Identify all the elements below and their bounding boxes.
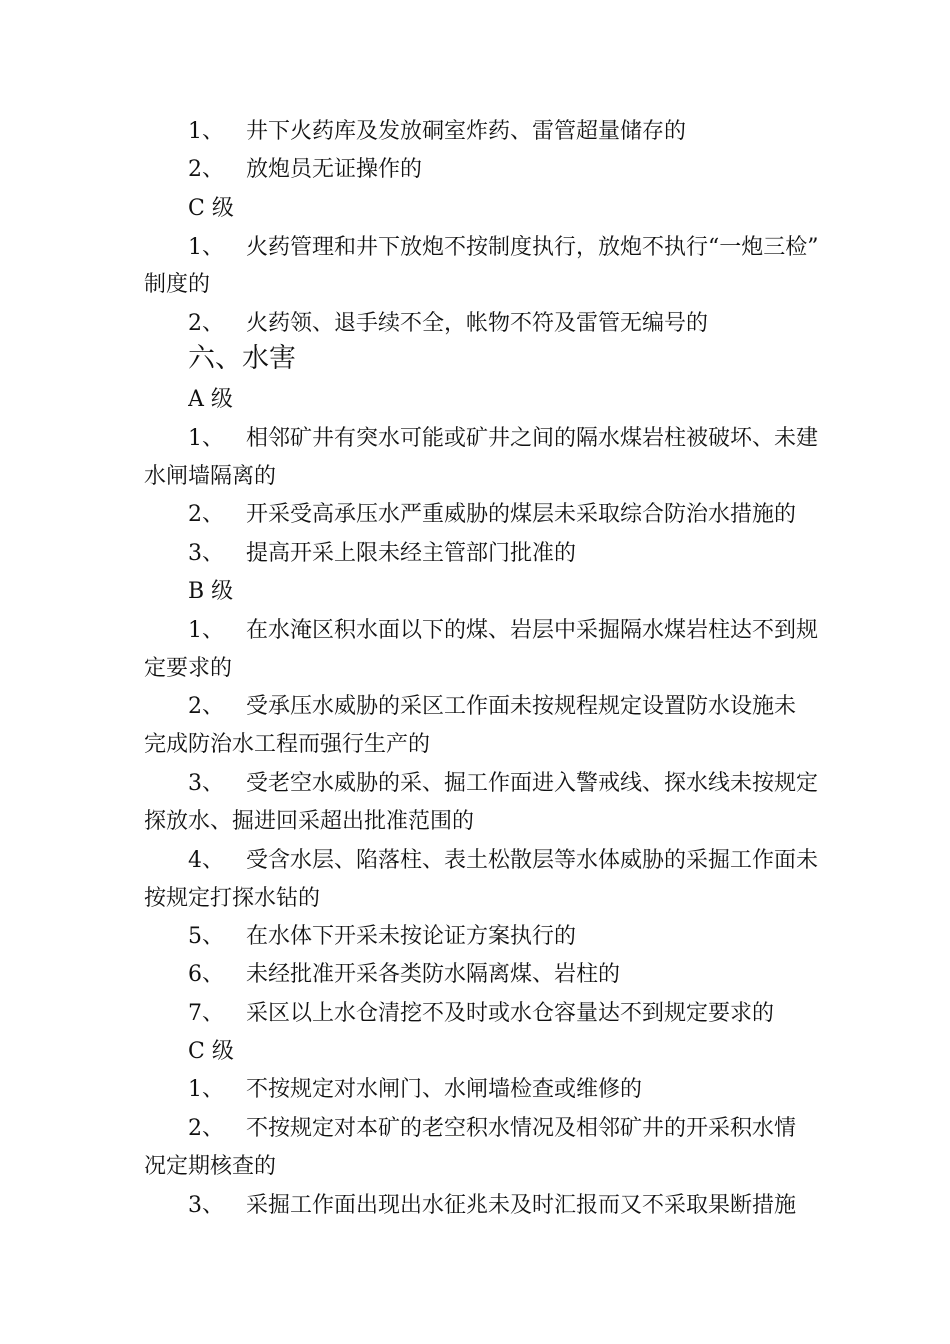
list-item bbox=[188, 151, 866, 189]
item-text: 提高开采上限未经主管部门批准的 bbox=[246, 541, 577, 566]
item-text: 在水体下开采未按论证方案执行的 bbox=[246, 924, 577, 949]
list-item bbox=[188, 612, 866, 650]
item-number: 1、 bbox=[188, 235, 224, 260]
item-text: 采掘工作面出现出水征兆未及时汇报而又不采取果断措施 bbox=[246, 1193, 797, 1218]
item-number: 2、 bbox=[188, 311, 224, 336]
item-text: 不按规定对本矿的老空积水情况及相邻矿井的开采积水情 bbox=[246, 1116, 797, 1141]
item-text: 井下火药库及发放硐室炸药、雷管超量储存的 bbox=[246, 119, 687, 144]
item-number: 2、 bbox=[188, 502, 224, 527]
item-number: 1、 bbox=[188, 119, 224, 144]
item-number: 6、 bbox=[188, 962, 224, 987]
list-item bbox=[188, 420, 866, 458]
item-text: 放炮员无证操作的 bbox=[246, 157, 423, 182]
list-item bbox=[188, 842, 866, 880]
list-item bbox=[188, 1071, 866, 1109]
item-text: 采区以上水仓清挖不及时或水仓容量达不到规定要求的 bbox=[246, 1001, 775, 1026]
list-item bbox=[188, 305, 866, 343]
item-number: 5、 bbox=[188, 924, 224, 949]
grade-label: C 级 bbox=[188, 1039, 234, 1064]
item-number: 7、 bbox=[188, 1001, 224, 1026]
list-item bbox=[188, 113, 866, 151]
item-number: 3、 bbox=[188, 1193, 224, 1218]
grade-label: C 级 bbox=[188, 196, 234, 221]
grade-label: A 级 bbox=[188, 387, 233, 412]
list-item bbox=[188, 995, 866, 1033]
item-continuation: 定要求的 bbox=[144, 656, 233, 681]
grade-label: B 级 bbox=[188, 579, 234, 604]
item-continuation: 况定期核查的 bbox=[144, 1154, 277, 1179]
item-number: 2、 bbox=[188, 1116, 224, 1141]
item-number: 3、 bbox=[188, 771, 224, 796]
section-heading: 六、水害 bbox=[188, 343, 296, 374]
item-text: 不按规定对水闸门、水闸墙检查或维修的 bbox=[246, 1077, 643, 1102]
item-continuation: 探放水、掘进回采超出批准范围的 bbox=[144, 809, 475, 834]
item-text: 火药管理和井下放炮不按制度执行，放炮不执行“一炮三检” bbox=[246, 235, 819, 260]
list-item bbox=[188, 956, 866, 994]
list-item bbox=[188, 765, 866, 803]
item-number: 3、 bbox=[188, 541, 224, 566]
item-number: 1、 bbox=[188, 426, 224, 451]
item-number: 4、 bbox=[188, 848, 224, 873]
list-item bbox=[188, 535, 866, 573]
list-item bbox=[188, 918, 866, 956]
list-item bbox=[188, 496, 866, 534]
item-number: 2、 bbox=[188, 157, 224, 182]
item-text: 未经批准开采各类防水隔离煤、岩柱的 bbox=[246, 962, 621, 987]
list-item bbox=[188, 1187, 866, 1225]
item-text: 受老空水威胁的采、掘工作面进入警戒线、探水线未按规定 bbox=[246, 771, 819, 796]
list-item bbox=[188, 688, 866, 726]
item-continuation: 按规定打探水钻的 bbox=[144, 886, 321, 911]
item-text: 受含水层、陷落柱、表土松散层等水体威胁的采掘工作面未 bbox=[246, 848, 819, 873]
item-number: 1、 bbox=[188, 618, 224, 643]
item-continuation: 完成防治水工程而强行生产的 bbox=[144, 732, 431, 757]
item-text: 火药领、退手续不全，帐物不符及雷管无编号的 bbox=[246, 311, 709, 336]
item-text: 在水淹区积水面以下的煤、岩层中采掘隔水煤岩柱达不到规 bbox=[246, 618, 819, 643]
list-item bbox=[188, 229, 866, 267]
item-text: 开采受高承压水严重威胁的煤层未采取综合防治水措施的 bbox=[246, 502, 797, 527]
item-continuation: 水闸墙隔离的 bbox=[144, 464, 277, 489]
item-text: 相邻矿井有突水可能或矿井之间的隔水煤岩柱被破坏、未建 bbox=[246, 426, 819, 451]
item-continuation: 制度的 bbox=[144, 272, 211, 297]
item-number: 1、 bbox=[188, 1077, 224, 1102]
item-text: 受承压水威胁的采区工作面未按规程规定设置防水设施未 bbox=[246, 694, 797, 719]
list-item bbox=[188, 1110, 866, 1148]
item-number: 2、 bbox=[188, 694, 224, 719]
